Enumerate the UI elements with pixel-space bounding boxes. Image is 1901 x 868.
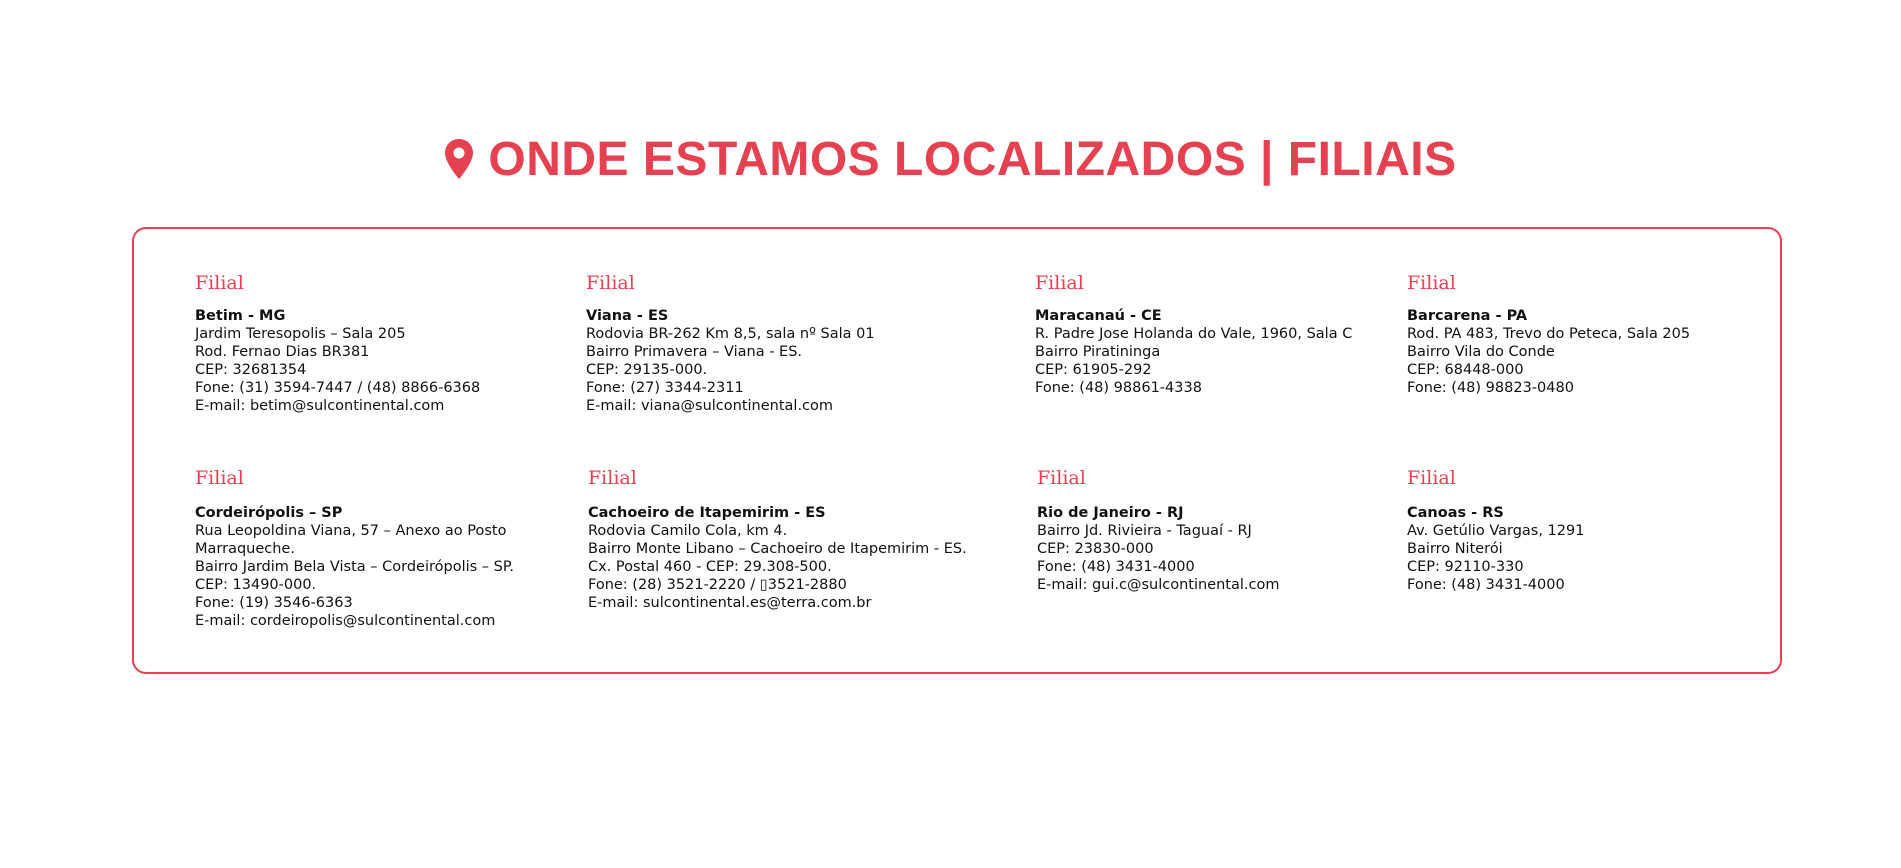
branch-cep: CEP: 32681354	[195, 362, 307, 378]
branch-email: E-mail: gui.c@sulcontinental.com	[1037, 577, 1280, 593]
branch-address-line: Rod. PA 483, Trevo do Peteca, Sala 205	[1407, 326, 1691, 342]
branch-city: Cordeirópolis – SP	[195, 505, 343, 521]
branch-heading: Filial	[195, 272, 244, 294]
branch-address-line: Marraqueche.	[195, 541, 295, 557]
branch-card-rio-de-janeiro	[1037, 466, 1437, 594]
branch-address-line: R. Padre Jose Holanda do Vale, 1960, Sala C	[1035, 326, 1353, 342]
branch-address-line: Bairro Jardim Bela Vista – Cordeirópolis – SP.	[195, 559, 514, 575]
page-title-text: ONDE ESTAMOS LOCALIZADOS | FILIAIS	[488, 132, 1457, 186]
branch-phone: Fone: (28) 3521-2220 / ▯3521-2880	[588, 577, 847, 593]
branch-address-line: Av. Getúlio Vargas, 1291	[1407, 523, 1585, 539]
branch-heading: Filial	[1035, 272, 1084, 294]
branch-address-line: Rod. Fernao Dias BR381	[195, 344, 370, 360]
branch-address-line: Bairro Monte Libano – Cachoeiro de Itapemirim - ES.	[588, 541, 967, 557]
branch-heading: Filial	[588, 467, 637, 489]
branch-card-cachoeiro	[588, 466, 988, 612]
branch-heading: Filial	[1407, 272, 1456, 294]
branch-card-barcarena	[1407, 271, 1807, 397]
branch-phone: Fone: (31) 3594-7447 / (48) 8866-6368	[195, 380, 481, 396]
branch-city: Canoas - RS	[1407, 505, 1504, 521]
branch-city: Betim - MG	[195, 308, 286, 324]
branch-phone: Fone: (48) 3431-4000	[1037, 559, 1195, 575]
branch-city: Viana - ES	[586, 308, 669, 324]
branch-phone: Fone: (27) 3344-2311	[586, 380, 744, 396]
branch-email: E-mail: betim@sulcontinental.com	[195, 398, 445, 414]
map-pin-icon	[444, 138, 474, 180]
branch-email: E-mail: viana@sulcontinental.com	[586, 398, 834, 414]
branch-cep: CEP: 13490-000.	[195, 577, 317, 593]
branch-email: E-mail: cordeiropolis@sulcontinental.com	[195, 613, 496, 629]
branch-card-betim	[195, 271, 595, 415]
branch-cep: CEP: 61905-292	[1035, 362, 1152, 378]
branch-cep: CEP: 68448-000	[1407, 362, 1524, 378]
branch-city: Rio de Janeiro - RJ	[1037, 505, 1184, 521]
branch-city: Cachoeiro de Itapemirim - ES	[588, 505, 826, 521]
branch-address-line: Rodovia BR-262 Km 8,5, sala nº Sala 01	[586, 326, 875, 342]
branch-cep: CEP: 29135-000.	[586, 362, 708, 378]
branch-address-line: Bairro Primavera – Viana - ES.	[586, 344, 803, 360]
branch-heading: Filial	[1037, 467, 1086, 489]
branch-phone: Fone: (48) 98823-0480	[1407, 380, 1574, 396]
branch-address-line: Rua Leopoldina Viana, 57 – Anexo ao Posto	[195, 523, 507, 539]
branch-phone: Fone: (19) 3546-6363	[195, 595, 353, 611]
branch-address-line: Rodovia Camilo Cola, km 4.	[588, 523, 788, 539]
page-title	[0, 127, 1901, 191]
branch-card-viana	[586, 271, 986, 415]
branch-heading: Filial	[586, 272, 635, 294]
branch-address-line: Bairro Niterói	[1407, 541, 1503, 557]
branch-city: Maracanaú - CE	[1035, 308, 1162, 324]
branch-address-line: Bairro Jd. Rivieira - Taguaí - RJ	[1037, 523, 1252, 539]
branch-cep: CEP: 92110-330	[1407, 559, 1524, 575]
branch-city: Barcarena - PA	[1407, 308, 1528, 324]
branches-panel	[132, 227, 1782, 674]
branch-card-cordeiropolis	[195, 466, 595, 630]
branch-phone: Fone: (48) 3431-4000	[1407, 577, 1565, 593]
branch-card-maracanau	[1035, 271, 1435, 397]
branch-address-line: Jardim Teresopolis – Sala 205	[195, 326, 406, 342]
branch-cep: CEP: 23830-000	[1037, 541, 1154, 557]
branch-phone: Fone: (48) 98861-4338	[1035, 380, 1202, 396]
branch-heading: Filial	[195, 467, 244, 489]
branch-email: E-mail: sulcontinental.es@terra.com.br	[588, 595, 872, 611]
branch-card-canoas	[1407, 466, 1807, 594]
branch-heading: Filial	[1407, 467, 1456, 489]
branch-cep: Cx. Postal 460 - CEP: 29.308-500.	[588, 559, 832, 575]
branch-address-line: Bairro Vila do Conde	[1407, 344, 1555, 360]
branch-address-line: Bairro Piratininga	[1035, 344, 1161, 360]
